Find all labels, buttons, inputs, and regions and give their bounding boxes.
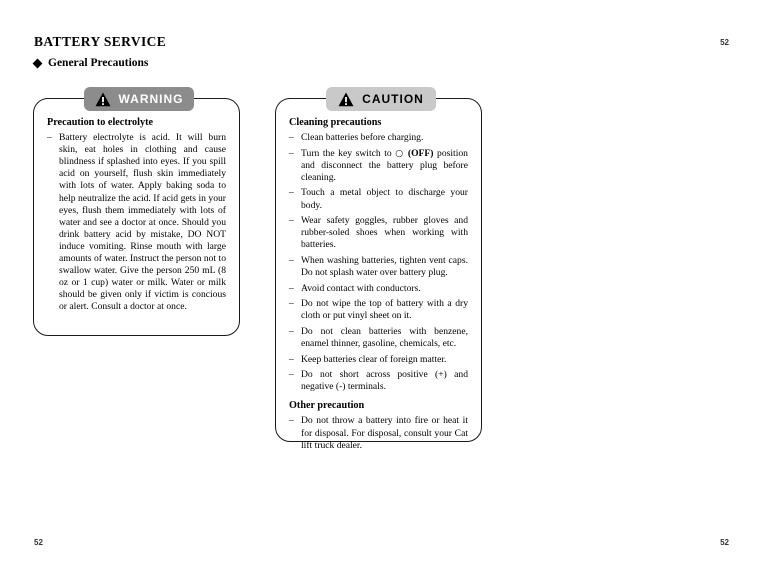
- warning-item-list: [47, 132, 226, 313]
- warning-triangle-icon: [338, 92, 354, 107]
- caution-panel: [275, 92, 482, 451]
- list-item: – Battery electrolyte is acid. It will burn skin, eat holes in clothing and cause blindness if splashed into eyes. If you spill acid on yourself, flush skin immediately with lots of water. Apply baking soda to help neutralize the acid. If acid gets in your eyes, flush them immediately with lots of water and see a doctor at once. Should you drink battery acid by mistake, DO NOT induce vomiting. Rinse mouth with large amounts of water. Instruct the person not to swallow water. Give the person 250 mL (8 oz or 1 cup) water or milk. Water or milk should be given only if victim is concious or alert. Consult a doctor at once.: [47, 132, 226, 313]
- warning-triangle-icon: [95, 92, 111, 107]
- diamond-icon: [33, 58, 43, 68]
- key-off-circle-icon: ○: [395, 148, 405, 159]
- list-item: – Do not wipe the top of battery with a dry cloth or put vinyl sheet on it.: [289, 298, 468, 322]
- list-item: – Do not clean batteries with benzene, enamel thinner, gasoline, chemicals, etc.: [289, 326, 468, 350]
- subsection-label: General Precautions: [48, 57, 149, 69]
- list-item: – When washing batteries, tighten vent caps. Do not splash water over battery plug.: [289, 255, 468, 279]
- list-item: – Touch a metal object to discharge your body.: [289, 187, 468, 211]
- key-switch-text-before: Turn the key switch to: [301, 147, 392, 159]
- list-item: – Avoid contact with conductors.: [289, 283, 468, 295]
- caution-body: [276, 99, 481, 462]
- list-item: – Wear safety goggles, rubber gloves and rubber-soled shoes when working with batteries.: [289, 215, 468, 251]
- warning-panel: [33, 92, 240, 336]
- page-number-top-right: 52: [720, 38, 729, 47]
- cleaning-precautions-heading: Cleaning precautions: [289, 117, 382, 128]
- warning-banner-label: WARNING: [118, 92, 184, 106]
- cleaning-item-list: [289, 132, 468, 393]
- caution-banner-label: CAUTION: [362, 92, 424, 106]
- page-number-bottom-right: 52: [720, 538, 729, 547]
- list-item: – Clean batteries before charging.: [289, 132, 468, 144]
- list-item-key-switch: [289, 148, 468, 184]
- caution-banner: [326, 87, 436, 111]
- page-number-bottom-left: 52: [34, 538, 43, 547]
- other-item-list: [289, 415, 468, 451]
- key-switch-off-label: (OFF): [407, 147, 434, 159]
- list-item: – Do not short across positive (+) and negative (-) terminals.: [289, 369, 468, 393]
- warning-banner: [84, 87, 194, 111]
- page-title: BATTERY SERVICE: [34, 34, 167, 49]
- subsection-heading: [34, 57, 148, 69]
- warning-heading: Precaution to electrolyte: [47, 117, 153, 128]
- other-precaution-heading: Other precaution: [289, 400, 365, 412]
- warning-body: [34, 99, 239, 324]
- list-item: – Do not throw a battery into fire or heat it for disposal. For disposal, consult your Cat lift truck dealer.: [289, 415, 468, 451]
- key-switch-text-after: position and disconnect the battery plug before cleaning.: [301, 147, 468, 183]
- list-item: – Keep batteries clear of foreign matter.: [289, 354, 468, 366]
